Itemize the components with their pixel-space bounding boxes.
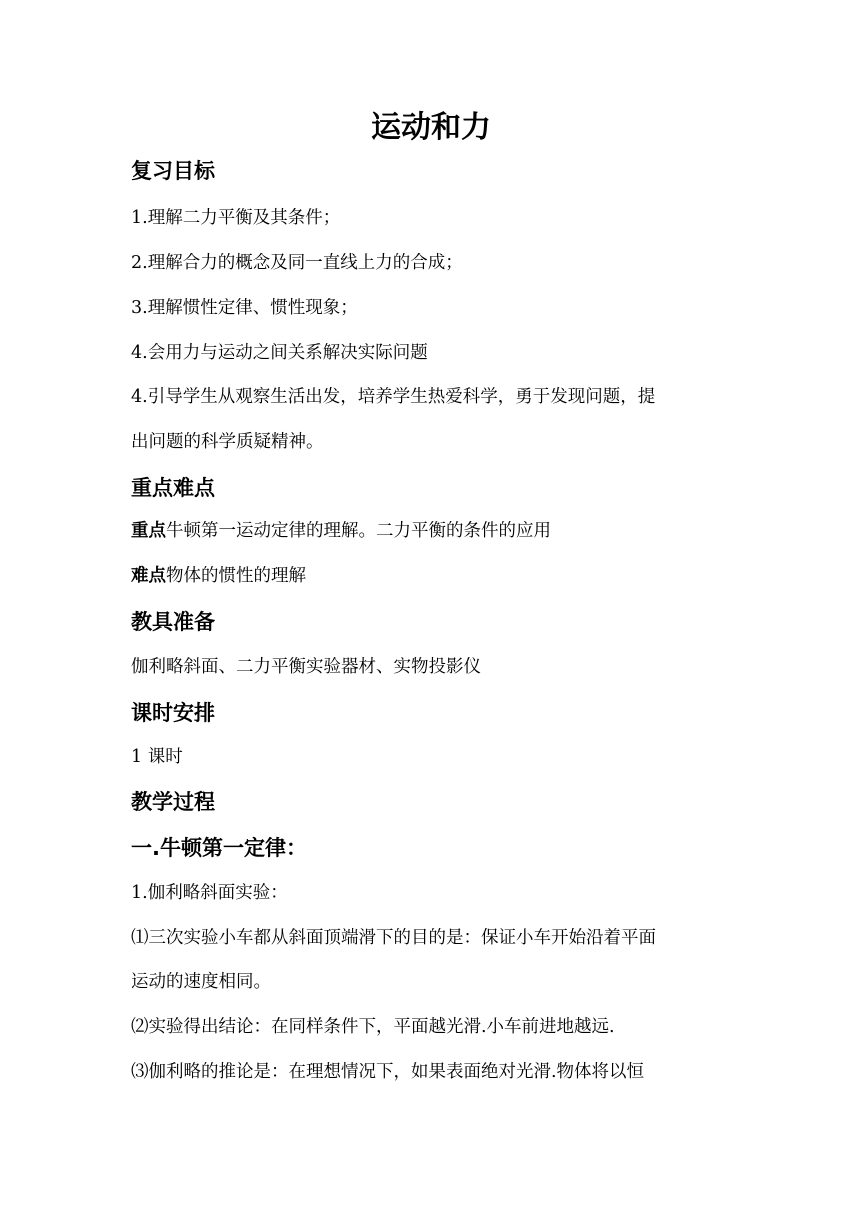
difficult-text: 物体的惯性的理解 bbox=[166, 566, 306, 586]
difficult-label: 难点 bbox=[131, 566, 166, 586]
goal-item: 3.理解惯性定律、惯性现象； bbox=[131, 298, 358, 318]
heading-goals: 复习目标 bbox=[131, 159, 215, 183]
process-line: 1.伽利略斜面实验： bbox=[131, 883, 288, 903]
key-label: 重点 bbox=[131, 521, 166, 541]
heading-schedule: 课时安排 bbox=[131, 701, 215, 725]
process-line: ⑵实验得出结论：在同样条件下，平面越光滑.小车前进地越远. bbox=[131, 1017, 615, 1037]
process-line: ⑶伽利略的推论是：在理想情况下，如果表面绝对光滑.物体将以恒 bbox=[131, 1062, 645, 1082]
goal-item-continued: 出问题的科学质疑精神。 bbox=[131, 432, 324, 452]
heading-process: 教学过程 bbox=[131, 790, 215, 814]
process-line: ⑴三次实验小车都从斜面顶端滑下的目的是：保证小车开始沿着平面 bbox=[131, 928, 656, 948]
difficult-point-line bbox=[131, 563, 306, 589]
process-line: 运动的速度相同。 bbox=[131, 972, 271, 992]
goal-item: 2.理解合力的概念及同一直线上力的合成； bbox=[131, 253, 463, 273]
goal-item: 4.引导学生从观察生活出发，培养学生热爱科学，勇于发现问题，提 bbox=[131, 387, 656, 407]
schedule-text: 1 课时 bbox=[131, 747, 183, 767]
materials-text: 伽利略斜面、二力平衡实验器材、实物投影仪 bbox=[131, 657, 481, 677]
goal-item: 4.会用力与运动之间关系解决实际问题 bbox=[131, 343, 428, 363]
subheading-newton-first-law: 一.牛顿第一定律： bbox=[131, 836, 307, 860]
page-title: 运动和力 bbox=[371, 110, 491, 145]
heading-key-points: 重点难点 bbox=[131, 476, 215, 500]
goal-item: 1.理解二力平衡及其条件； bbox=[131, 208, 341, 228]
key-text: 牛顿第一运动定律的理解。二力平衡的条件的应用 bbox=[166, 521, 551, 541]
key-point-line bbox=[131, 518, 551, 544]
heading-materials: 教具准备 bbox=[131, 610, 215, 634]
